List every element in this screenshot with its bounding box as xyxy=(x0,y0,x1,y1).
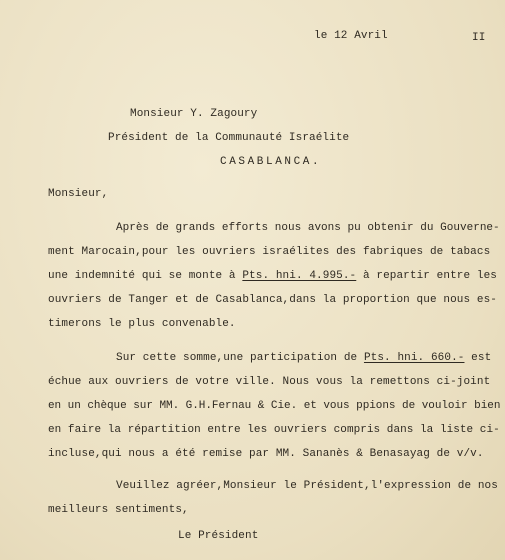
salutation: Monsieur, xyxy=(48,188,109,200)
signature: Le Président xyxy=(178,530,259,542)
paragraph2-line1-end: est xyxy=(464,352,492,364)
paragraph1-line1: Après de grands efforts nous avons pu obtenir du Gouverne- xyxy=(116,222,500,234)
letter-date: le 12 Avril xyxy=(314,30,388,42)
paragraph2-line1 xyxy=(116,352,491,365)
closing-line2: meilleurs sentiments, xyxy=(48,504,189,516)
recipient-title: Président de la Communauté Israélite xyxy=(108,132,350,144)
paragraph2-line2: échue aux ouvriers de votre ville. Nous vous la remettons ci-joint xyxy=(48,376,491,388)
paragraph1-line5: timerons le plus convenable. xyxy=(48,318,236,330)
recipient-name xyxy=(130,108,257,121)
recipient-city: CASABLANCA. xyxy=(220,156,322,168)
recipient-name-text: Monsieur Y. Zagoury xyxy=(130,108,258,120)
paragraph2-line1-start: Sur cette somme,une participation de xyxy=(116,352,364,364)
paragraph1-line3-start: une indemnité qui se monte à xyxy=(48,270,243,282)
closing-line1: Veuillez agréer,Monsieur le Président,l'expression de nos xyxy=(116,480,498,492)
paragraph1-line2: ment Marocain,pour les ouvriers israélites des fabriques de tabacs xyxy=(48,246,491,258)
paragraph1-line4: ouvriers de Tanger et de Casablanca,dans la proportion que nous es- xyxy=(48,294,497,306)
paragraph2-line4: en faire la répartition entre les ouvriers compris dans la liste ci- xyxy=(48,424,500,436)
paragraph2-line3: en un chèque sur MM. G.H.Fernau & Cie. et vous ppions de vouloir bien xyxy=(48,400,501,412)
page-number: II xyxy=(472,32,486,44)
paragraph2-line5: incluse,qui nous a été remise par MM. Sananès & Benasayag de v/v. xyxy=(48,448,484,460)
paragraph1-line3 xyxy=(48,270,497,283)
paragraph1-line3-end: à repartir entre les xyxy=(356,270,497,282)
indemnity-amount: Pts. hni. 4.995.- xyxy=(242,270,357,282)
participation-amount: Pts. hni. 660.- xyxy=(363,352,465,364)
